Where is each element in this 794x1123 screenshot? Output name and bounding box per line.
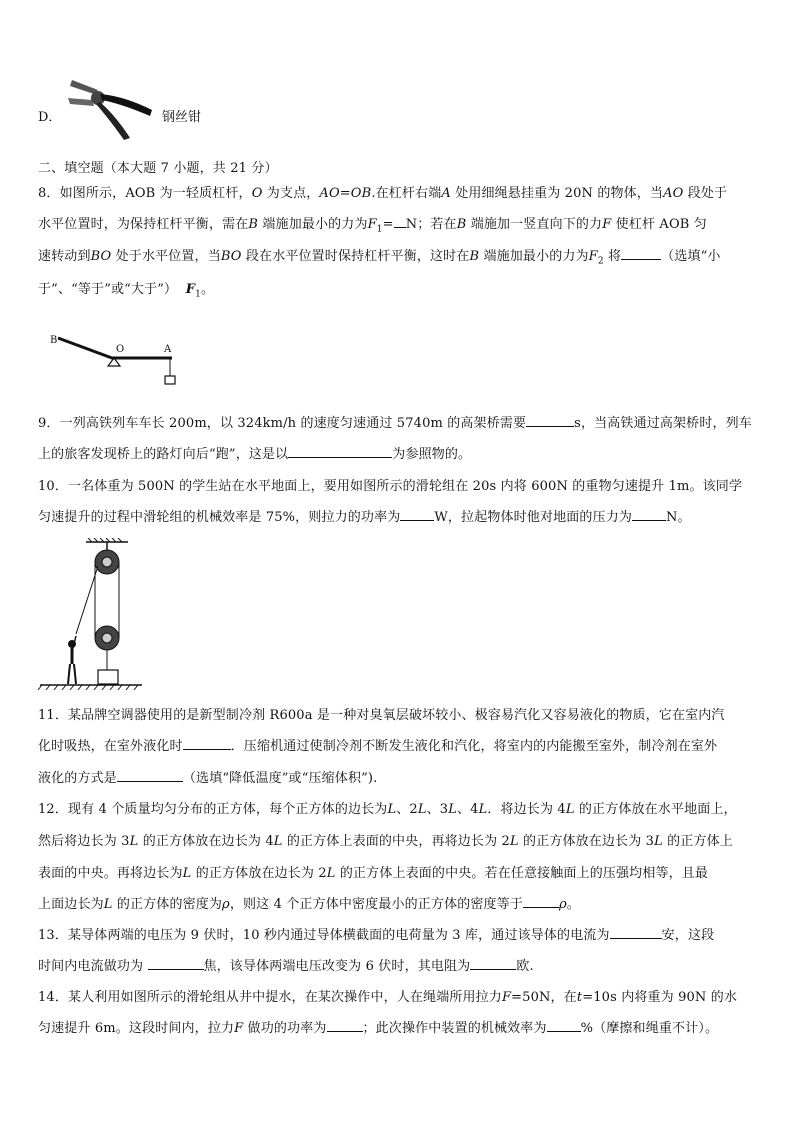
- q9-blank-2[interactable]: [288, 445, 392, 458]
- q11-line1: 11．某品牌空调器使用的是新型制冷剂 R600a 是一种对臭氧层破坏较小、极容易汽化又容易液化的物质，它在室内汽: [38, 708, 725, 723]
- q13-line2: 时间内电流做功为 焦，该导体两端电压改变为 6 伏时，其电阻为 欧.: [38, 959, 534, 974]
- q8-blank-2[interactable]: [621, 247, 661, 260]
- q14-blank-2[interactable]: [547, 1019, 581, 1032]
- q11-blank-2[interactable]: [117, 769, 183, 782]
- section-title: 二、填空题（本大题 7 小题，共 21 分）: [38, 161, 278, 176]
- q9-line1: 9．一列高铁列车车长 200m，以 324km/h 的速度匀速通过 5740m 的高架桥需要 s，当高铁通过高架桥时，列车: [38, 416, 752, 431]
- q14-blank-1[interactable]: [327, 1019, 363, 1032]
- q13-line1: 13．某导体两端的电压为 9 伏时，10 秒内通过导体横截面的电荷量为 3 库，通过该导体的电流为 安，这段: [38, 928, 715, 943]
- option-d: [38, 106, 61, 125]
- option-d-label: D．: [38, 110, 62, 125]
- q8-line2: 水平位置时，为保持杠杆平衡，需在B 端施加最小的力为$F_1= N$；若在B 端施加一竖直向下的力F 使杠杆 AOB 匀: [38, 217, 707, 235]
- pliers-image: [64, 76, 160, 142]
- pliers-caption: 钢丝钳: [162, 110, 202, 125]
- q9-blank-1[interactable]: [526, 414, 574, 427]
- lever-label-o: O: [116, 344, 125, 355]
- q10-line1: 10．一名体重为 500N 的学生站在水平地面上，要用如图所示的滑轮组在 20s 内将 600N 的重物匀速提升 1m。该同学: [38, 479, 743, 494]
- q9-line2: 上的旅客发现桥上的路灯向后“跑”，这是以 为参照物的。: [38, 447, 472, 462]
- q11-line3: 液化的方式是 （选填“降低温度”或“压缩体积”).: [38, 771, 378, 786]
- q13-blank-3[interactable]: [470, 957, 516, 970]
- lever-diagram: [44, 330, 194, 390]
- q8-line3: 速转动到BO 处于水平位置，当BO 段在水平位置时保持杠杆平衡，这时在B 端施加最小的力为$F_2$ 将 （选填“小: [38, 249, 721, 267]
- q14-line1: 14．某人利用如图所示的滑轮组从井中提水，在某次操作中，人在绳端所用拉力F=50N，在t=10s 内将重为 90N 的水: [38, 990, 738, 1005]
- q13-blank-2[interactable]: [148, 957, 204, 970]
- q10-blank-1[interactable]: [400, 508, 434, 521]
- q12-line2: 然后将边长为 3L 的正方体放在边长为 4L 的正方体上表面的中央，再将边长为 2L 的正方体放在边长为 3L 的正方体上: [38, 834, 733, 849]
- q10-blank-2[interactable]: [632, 508, 666, 521]
- q11-line2: 化时吸热，在室外液化时 ．压缩机通过使制冷剂不断发生液化和汽化，将室内的内能搬至室外，制冷剂在室外: [38, 739, 718, 754]
- q8-blank-1[interactable]: [394, 215, 406, 228]
- q12-line4: 上面边长为L 的正方体的密度为ρ，则这 4 个正方体中密度最小的正方体的密度等于 ρ。: [38, 897, 580, 912]
- q13-blank-1[interactable]: [610, 926, 662, 939]
- lever-label-a: A: [164, 344, 172, 355]
- q8-line1: 8．如图所示，AOB 为一轻质杠杆，O 为支点，AO=OB.在杠杆右端A 处用细绳悬挂重为 20N 的物体，当AO 段处于: [38, 186, 728, 201]
- q12-line1: 12．现有 4 个质量均匀分布的正方体，每个正方体的边长为L、2L、3L、4L．将边长为 4L 的正方体放在水平地面上，: [38, 802, 737, 817]
- pulley-diagram: [36, 538, 146, 694]
- q8-line4: 于”、“等于”或“大于”） $F_1$。: [38, 282, 215, 300]
- q14-line2: 匀速提升 6m。这段时间内，拉力F 做功的功率为 ；此次操作中装置的机械效率为 %（摩擦和绳重不计）。: [38, 1021, 719, 1036]
- q12-blank-1[interactable]: [523, 895, 559, 908]
- q12-line3: 表面的中央。再将边长为L 的正方体放在边长为 2L 的正方体上表面的中央。若在任意接触面上的压强均相等，且最: [38, 866, 709, 881]
- q11-blank-1[interactable]: [183, 737, 231, 750]
- q10-line2: 匀速提升的过程中滑轮组的机械效率是 75%，则拉力的功率为 W，拉起物体时他对地面的压力为 N。: [38, 510, 691, 525]
- lever-label-b: B: [50, 335, 58, 346]
